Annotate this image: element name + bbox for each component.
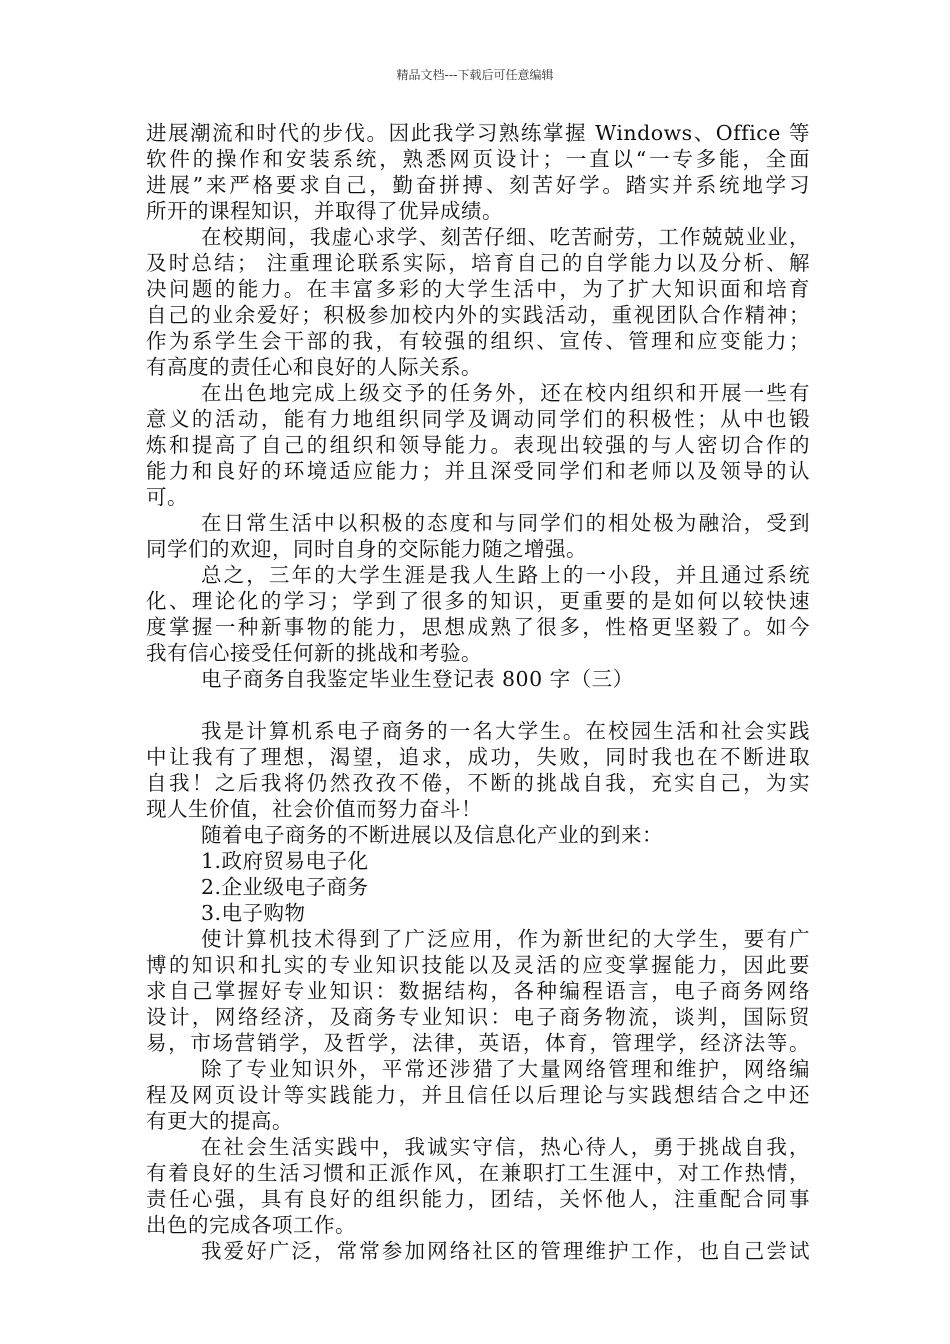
text-line: 使计算机技术得到了广泛应用，作为新世纪的大学生，要有广 <box>201 927 810 951</box>
text-line: 随着电子商务的不断进展以及信息化产业的到来： <box>201 823 663 847</box>
text-line: 作为系学生会干部的我，有较强的组织、宣传、管理和应变能力； <box>146 329 810 353</box>
document-body <box>146 120 810 1264</box>
text-line: 进展潮流和时代的步伐。因此我学习熟练掌握 Windows、Office 等 <box>146 121 810 145</box>
text-line: 在日常生活中以积极的态度和与同学们的相处极为融洽，受到 <box>201 511 810 535</box>
page-header: 精品文档---下载后可任意编辑 <box>396 68 554 82</box>
text-line: 自己的业余爱好；积极参加校内外的实践活动，重视团队合作精神； <box>146 303 810 327</box>
text-line: 度掌握一种新事物的能力，思想成熟了很多，性格更坚毅了。如今 <box>146 615 810 639</box>
text-line: 化、理论化的学习；学到了很多的知识，更重要的是如何以较快速 <box>146 589 810 613</box>
text-line: 软件的操作和安装系统，熟悉网页设计；一直以“一专多能，全面 <box>146 147 810 171</box>
text-line: 现人生价值，社会价值而努力奋斗！ <box>146 797 482 821</box>
text-line: 求自己掌握好专业知识：数据结构，各种编程语言，电子商务网络 <box>146 979 810 1003</box>
text-line: 1.政府贸易电子化 <box>201 849 369 873</box>
text-line: 有更大的提高。 <box>146 1109 293 1133</box>
text-line: 3.电子购物 <box>201 901 306 925</box>
text-line: 意义的活动，能有力地组织同学及调动同学们的积极性；从中也锻 <box>146 407 810 431</box>
text-line: 总之，三年的大学生涯是我人生路上的一小段，并且通过系统 <box>201 563 810 587</box>
text-line: 设计，网络经济，及商务专业知识：电子商务物流，谈判，国际贸 <box>146 1005 810 1029</box>
text-line: 博的知识和扎实的专业知识技能以及灵活的应变掌握能力，因此要 <box>146 953 810 977</box>
text-line: 责任心强，具有良好的组织能力，团结，关怀他人，注重配合同事 <box>146 1187 810 1211</box>
text-line: 决问题的能力。在丰富多彩的大学生活中，为了扩大知识面和培育 <box>146 277 810 301</box>
text-line: 出色的完成各项工作。 <box>146 1213 356 1237</box>
text-line: 我是计算机系电子商务的一名大学生。在校园生活和社会实践 <box>201 719 810 743</box>
text-line: 电子商务自我鉴定毕业生登记表 800 字（三） <box>201 667 634 691</box>
blank-line <box>146 692 810 718</box>
text-line: 在出色地完成上级交予的任务外，还在校内组织和开展一些有 <box>201 381 810 405</box>
text-line: 易，市场营销学，及哲学，法律，英语，体育，管理学，经济法等。 <box>146 1031 810 1055</box>
text-line: 炼和提高了自己的组织和领导能力。表现出较强的与人密切合作的 <box>146 433 810 457</box>
text-line: 自我！之后我将仍然孜孜不倦，不断的挑战自我，充实自己，为实 <box>146 771 810 795</box>
text-line: 及时总结； 注重理论联系实际，培育自己的自学能力以及分析、解 <box>146 251 810 275</box>
text-line: 程及网页设计等实践能力，并且信任以后理论与实践想结合之中还 <box>146 1083 810 1107</box>
text-line: 进展”来严格要求自己，勤奋拼搏、刻苦好学。踏实并系统地学习 <box>146 173 810 197</box>
text-line: 除了专业知识外，平常还涉猎了大量网络管理和维护，网络编 <box>201 1057 810 1081</box>
text-line: 同学们的欢迎，同时自身的交际能力随之增强。 <box>146 537 587 561</box>
text-line: 可。 <box>146 485 188 509</box>
text-line: 在社会生活实践中，我诚实守信，热心待人，勇于挑战自我， <box>201 1135 810 1159</box>
text-line: 中让我有了理想，渴望，追求，成功，失败，同时我也在不断进取 <box>146 745 810 769</box>
text-line: 所开的课程知识，并取得了优异成绩。 <box>146 199 503 223</box>
text-line: 在校期间，我虚心求学、刻苦仔细、吃苦耐劳，工作兢兢业业， <box>201 225 810 249</box>
text-line: 有着良好的生活习惯和正派作风，在兼职打工生涯中，对工作热情， <box>146 1161 810 1185</box>
text-line: 我爱好广泛，常常参加网络社区的管理维护工作，也自己尝试 <box>201 1239 810 1263</box>
text-line: 有高度的责任心和良好的人际关系。 <box>146 355 482 379</box>
text-line: 能力和良好的环境适应能力；并且深受同学们和老师以及领导的认 <box>146 459 810 483</box>
text-line: 2.企业级电子商务 <box>201 875 369 899</box>
text-line: 我有信心接受任何新的挑战和考验。 <box>146 641 482 665</box>
